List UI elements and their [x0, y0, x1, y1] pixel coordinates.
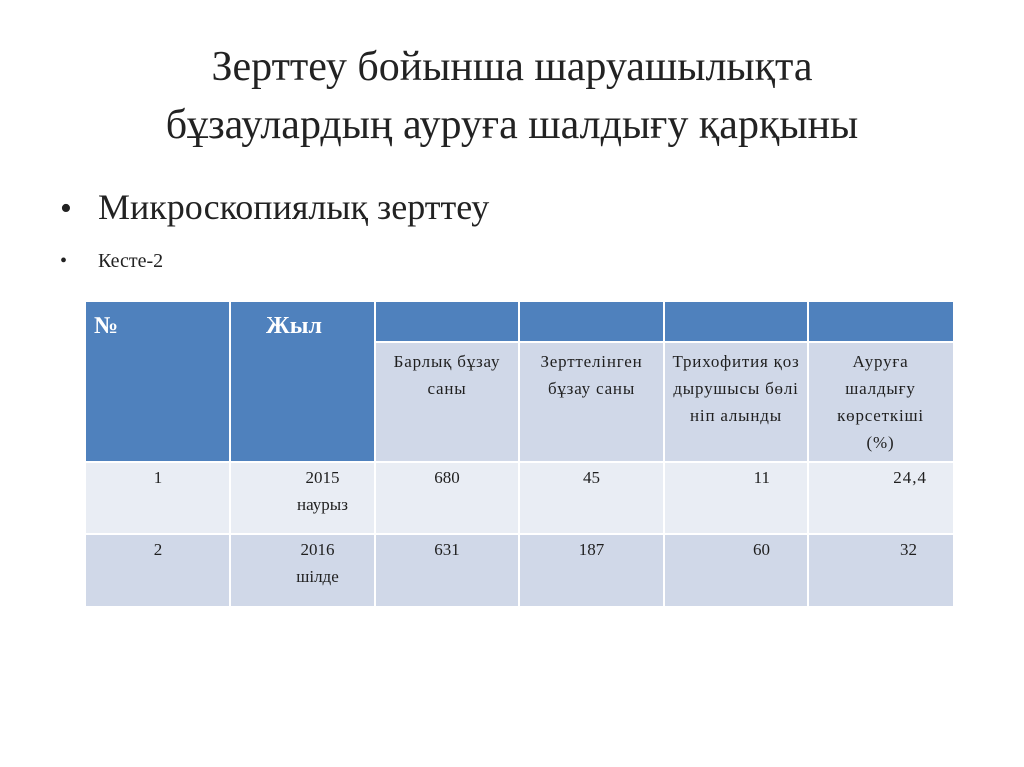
grid-line	[518, 302, 520, 606]
header-cell-total-calves	[375, 342, 519, 462]
header-year-label: Жыл	[266, 313, 322, 339]
row-1-trichophytia-cell	[664, 462, 808, 534]
header-total-calves-label: Барлық бұзау саны	[393, 352, 501, 398]
row-2-year-cell	[230, 534, 375, 606]
grid-line	[229, 302, 231, 606]
grid-line	[374, 302, 376, 606]
grid-line	[86, 461, 953, 463]
header-cell-examined-calves	[519, 342, 664, 462]
row-1-num: 1	[153, 468, 163, 487]
header-morbidity-label: Ауруға шалдығу көрсеткіші (%)	[837, 352, 924, 452]
row-2-morbidity-cell	[808, 534, 953, 606]
bullet-sub-text: Кесте-2	[98, 250, 164, 272]
row-2-total-cell	[375, 534, 519, 606]
grid-line	[375, 341, 953, 343]
header-num-label: №	[94, 313, 119, 339]
row-1-month: наурыз	[297, 495, 348, 514]
row-2-examined: 187	[578, 540, 605, 559]
row-2-trichophytia-cell	[664, 534, 808, 606]
row-2-num: 2	[153, 540, 163, 559]
row-2-examined-cell	[519, 534, 664, 606]
row-1-trichophytia: 11	[753, 468, 770, 487]
bullet-dot-icon: •	[60, 250, 68, 272]
header-cell-year	[230, 302, 375, 462]
row-2-month: шілде	[296, 567, 339, 586]
table-row-2	[86, 534, 230, 606]
header-cell-morbidity	[808, 342, 953, 462]
row-1-year: 2015	[305, 468, 340, 487]
row-2-trichophytia: 60	[753, 540, 770, 559]
slide-title-line-1: Зерттеу бойынша шаруашылықта	[211, 44, 813, 90]
row-1-morbidity-cell	[808, 462, 953, 534]
row-2-total: 631	[434, 540, 460, 559]
row-1-total: 680	[434, 468, 460, 487]
header-examined-calves-label: Зерттелінген бұзау саны	[540, 352, 643, 398]
row-1-total-cell	[375, 462, 519, 534]
bullet-main-text: Микроскопиялық зерттеу	[98, 187, 490, 227]
table-row-1	[86, 462, 230, 534]
bullet-item-sub	[60, 250, 163, 273]
row-1-examined-cell	[519, 462, 664, 534]
bullet-item-main	[60, 186, 489, 228]
header-cell-trichophytia	[664, 342, 808, 462]
row-1-morbidity: 24,4	[893, 468, 927, 487]
slide-title	[60, 38, 964, 154]
data-table	[86, 302, 953, 606]
slide-title-line-2: бұзаулардың ауруға шалдығу қарқыны	[165, 102, 859, 148]
row-2-year: 2016	[300, 540, 335, 559]
grid-line	[86, 533, 953, 535]
grid-line	[807, 302, 809, 606]
row-1-year-cell	[230, 462, 375, 534]
header-cell-num	[86, 302, 230, 462]
grid-line	[663, 302, 665, 606]
row-2-morbidity: 32	[900, 540, 917, 559]
row-1-examined: 45	[583, 468, 600, 487]
bullet-dot-icon: •	[60, 190, 72, 227]
header-trichophytia-label: Трихофития қоздырушысы бөлініп алынды	[672, 352, 800, 425]
